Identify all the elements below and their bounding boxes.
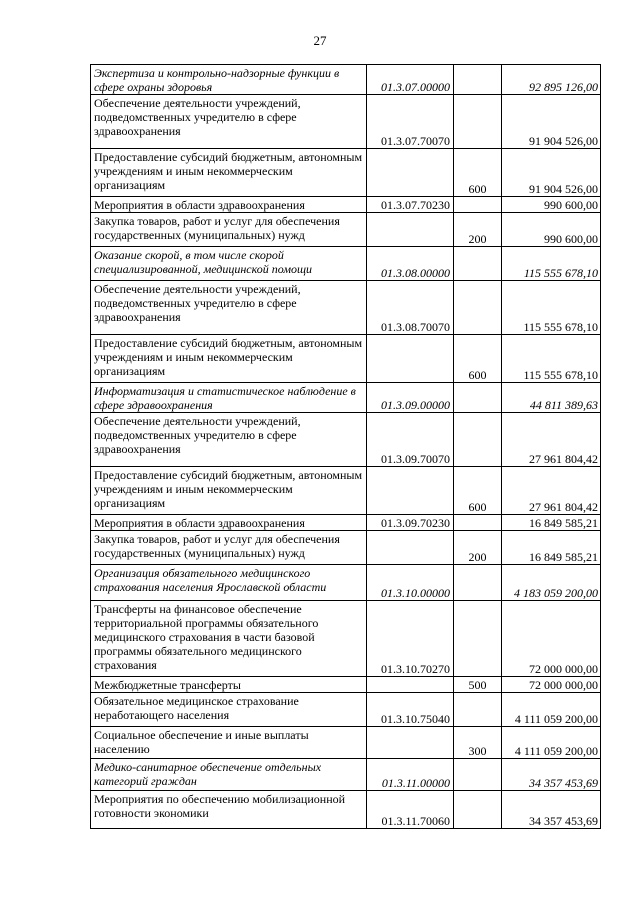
row-name: Экспертиза и контрольно-надзорные функции в сфере охраны здоровья (91, 65, 367, 95)
row-expense-type (454, 565, 502, 601)
row-name: Обеспечение деятельности учреждений, подведомственных учредителю в сфере здравоохранения (91, 281, 367, 335)
row-target-code: 01.3.10.70270 (367, 601, 454, 677)
row-expense-type (454, 247, 502, 281)
row-amount: 91 904 526,00 (502, 95, 601, 149)
row-amount: 115 555 678,10 (502, 247, 601, 281)
row-target-code: 01.3.08.00000 (367, 247, 454, 281)
row-name: Предоставление субсидий бюджетным, автономным учреждениям и иным некоммерческим организациям (91, 149, 367, 197)
row-amount: 34 357 453,69 (502, 759, 601, 791)
table-row (91, 383, 601, 413)
row-target-code: 01.3.07.70070 (367, 95, 454, 149)
table-row (91, 515, 601, 531)
row-name: Межбюджетные трансферты (91, 677, 367, 693)
row-expense-type (454, 601, 502, 677)
row-target-code: 01.3.08.70070 (367, 281, 454, 335)
row-name: Предоставление субсидий бюджетным, автономным учреждениям и иным некоммерческим организациям (91, 335, 367, 383)
row-amount: 115 555 678,10 (502, 281, 601, 335)
row-expense-type: 200 (454, 531, 502, 565)
row-amount: 44 811 389,63 (502, 383, 601, 413)
row-target-code (367, 677, 454, 693)
row-target-code: 01.3.09.70070 (367, 413, 454, 467)
row-target-code (367, 149, 454, 197)
row-name: Обеспечение деятельности учреждений, подведомственных учредителю в сфере здравоохранения (91, 413, 367, 467)
table-row (91, 413, 601, 467)
row-amount: 72 000 000,00 (502, 601, 601, 677)
table-row (91, 197, 601, 213)
row-target-code (367, 531, 454, 565)
table-row (91, 759, 601, 791)
row-name: Трансферты на финансовое обеспечение территориальной программы обязательного медицинского страхования в части базовой программы обязательного медицинского страхования (91, 601, 367, 677)
row-name: Мероприятия по обеспечению мобилизационной готовности экономики (91, 791, 367, 829)
row-expense-type (454, 515, 502, 531)
row-expense-type (454, 65, 502, 95)
row-name: Мероприятия в области здравоохранения (91, 197, 367, 213)
row-name: Предоставление субсидий бюджетным, автономным учреждениям и иным некоммерческим организациям (91, 467, 367, 515)
row-target-code: 01.3.11.70060 (367, 791, 454, 829)
table-row (91, 95, 601, 149)
row-expense-type (454, 383, 502, 413)
row-expense-type (454, 95, 502, 149)
row-target-code (367, 335, 454, 383)
budget-table (90, 64, 601, 829)
row-amount: 34 357 453,69 (502, 791, 601, 829)
row-expense-type: 500 (454, 677, 502, 693)
table-row (91, 213, 601, 247)
table-row (91, 791, 601, 829)
row-target-code: 01.3.09.00000 (367, 383, 454, 413)
row-name: Организация обязательного медицинского страхования населения Ярославской области (91, 565, 367, 601)
row-amount: 990 600,00 (502, 213, 601, 247)
table-row (91, 65, 601, 95)
budget-table-body (91, 65, 601, 829)
row-amount: 4 111 059 200,00 (502, 693, 601, 727)
row-expense-type: 300 (454, 727, 502, 759)
row-amount: 16 849 585,21 (502, 515, 601, 531)
table-row (91, 531, 601, 565)
row-target-code: 01.3.07.00000 (367, 65, 454, 95)
row-amount: 990 600,00 (502, 197, 601, 213)
row-amount: 27 961 804,42 (502, 413, 601, 467)
row-expense-type (454, 791, 502, 829)
row-amount: 16 849 585,21 (502, 531, 601, 565)
row-amount: 4 183 059 200,00 (502, 565, 601, 601)
row-name: Обеспечение деятельности учреждений, подведомственных учредителю в сфере здравоохранения (91, 95, 367, 149)
table-row (91, 467, 601, 515)
table-row (91, 601, 601, 677)
row-amount: 72 000 000,00 (502, 677, 601, 693)
row-expense-type (454, 197, 502, 213)
row-target-code (367, 727, 454, 759)
table-row (91, 247, 601, 281)
row-expense-type (454, 693, 502, 727)
table-row (91, 693, 601, 727)
row-amount: 91 904 526,00 (502, 149, 601, 197)
row-name: Социальное обеспечение и иные выплаты населению (91, 727, 367, 759)
row-target-code (367, 213, 454, 247)
row-amount: 4 111 059 200,00 (502, 727, 601, 759)
row-target-code: 01.3.10.00000 (367, 565, 454, 601)
row-name: Информатизация и статистическое наблюдение в сфере здравоохранения (91, 383, 367, 413)
page-number: 27 (313, 33, 327, 48)
table-row (91, 727, 601, 759)
table-row (91, 281, 601, 335)
row-target-code: 01.3.10.75040 (367, 693, 454, 727)
row-name: Закупка товаров, работ и услуг для обеспечения государственных (муниципальных) нужд (91, 213, 367, 247)
row-expense-type: 600 (454, 335, 502, 383)
row-expense-type (454, 281, 502, 335)
row-expense-type: 600 (454, 149, 502, 197)
row-name: Закупка товаров, работ и услуг для обеспечения государственных (муниципальных) нужд (91, 531, 367, 565)
row-name: Мероприятия в области здравоохранения (91, 515, 367, 531)
row-name: Обязательное медицинское страхование неработающего населения (91, 693, 367, 727)
row-expense-type: 600 (454, 467, 502, 515)
row-target-code: 01.3.07.70230 (367, 197, 454, 213)
row-expense-type (454, 759, 502, 791)
row-expense-type: 200 (454, 213, 502, 247)
row-target-code: 01.3.09.70230 (367, 515, 454, 531)
row-target-code (367, 467, 454, 515)
row-amount: 92 895 126,00 (502, 65, 601, 95)
row-amount: 27 961 804,42 (502, 467, 601, 515)
row-target-code: 01.3.11.00000 (367, 759, 454, 791)
row-name: Медико-санитарное обеспечение отдельных категорий граждан (91, 759, 367, 791)
row-name: Оказание скорой, в том числе скорой специализированной, медицинской помощи (91, 247, 367, 281)
table-row (91, 335, 601, 383)
table-row (91, 149, 601, 197)
table-row (91, 565, 601, 601)
table-row (91, 677, 601, 693)
row-amount: 115 555 678,10 (502, 335, 601, 383)
row-expense-type (454, 413, 502, 467)
